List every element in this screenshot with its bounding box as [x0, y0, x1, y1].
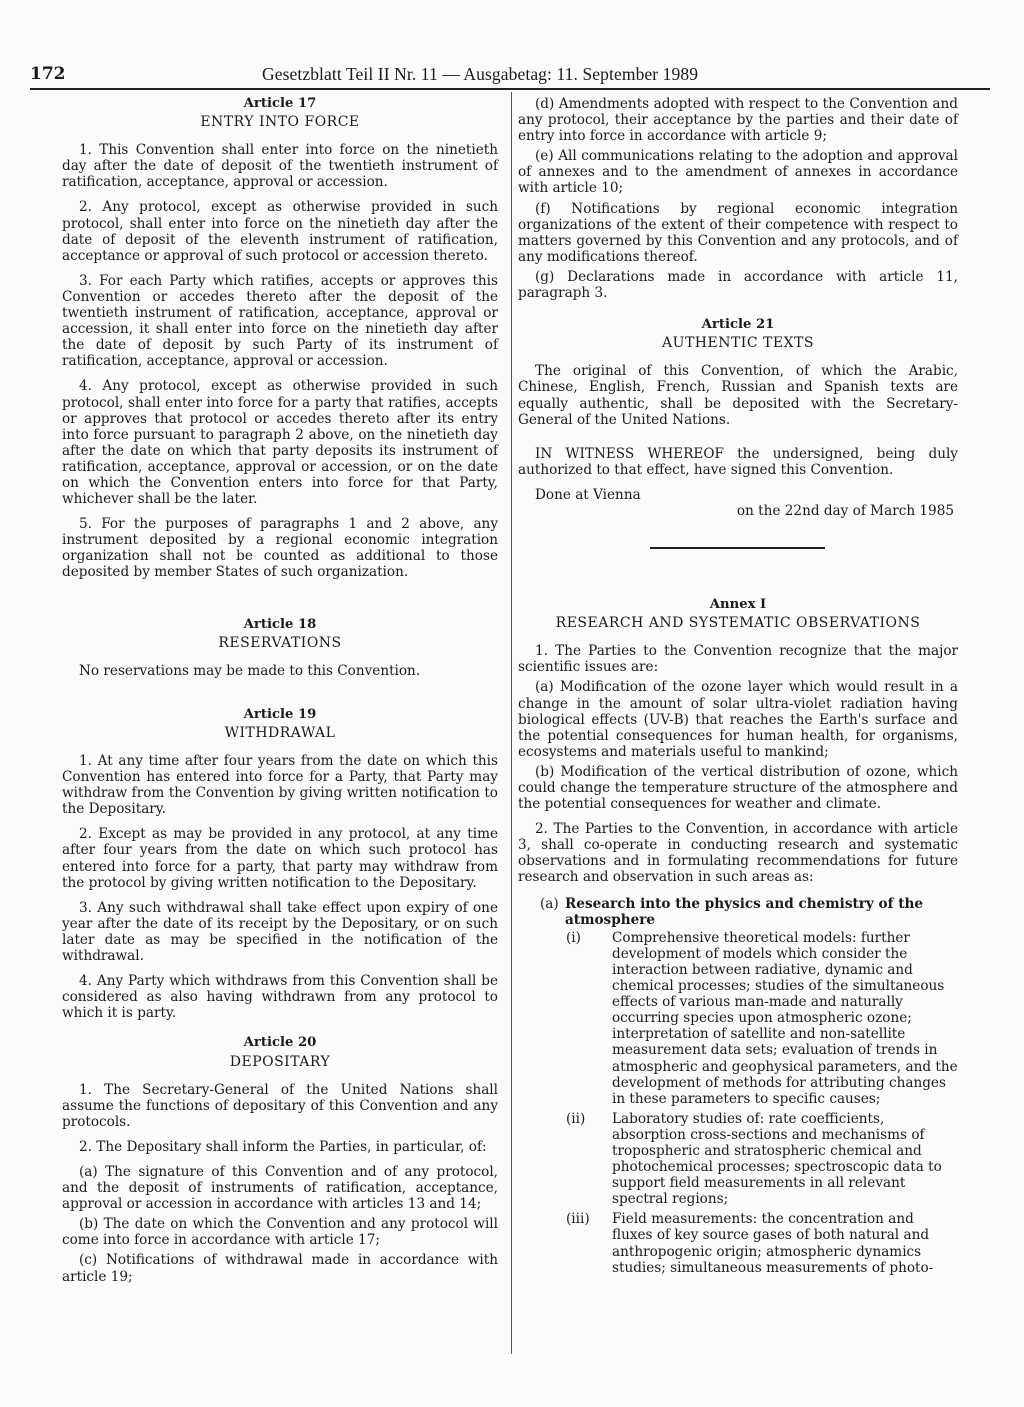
paragraph: (a) The signature of this Convention and of any protocol, and the deposit of instruments of ratification, acceptance, approval or accession in accordance with articles 13 and 14; — [62, 1163, 498, 1213]
article-21 — [518, 317, 958, 428]
signing-date: on the 22nd day of March 1985 — [736, 502, 954, 519]
article-title: Article 18 — [243, 616, 317, 632]
paragraph: (e) All communications relating to the adoption and approval of annexes and to the amendment of annexes in accordance with article 10; — [518, 148, 958, 197]
paragraph: (a) Modification of the ozone layer which would result in a change in the amount of solar ultra-violet radiation having biological effects (UV-B) that reaches the Earth's surface and the potential consequences for human health, for organisms, ecosystems and materials useful to mankind; — [518, 679, 958, 760]
paragraph: 1. The Secretary-General of the United Nations shall assume the functions of depositary of this Convention and any protocols. — [62, 1081, 498, 1130]
annex-subtitle: RESEARCH AND SYSTEMATIC OBSERVATIONS — [555, 615, 921, 632]
article-title: Article 21 — [701, 317, 775, 333]
section-separator — [650, 547, 825, 549]
article-subtitle: AUTHENTIC TEXTS — [662, 335, 814, 352]
paragraph: 3. For each Party which ratifies, accepts or approves this Convention or accedes thereto after the deposit of the twentieth instrument of ratification, acceptance, approval or accession, it shall enter into force on the ninetieth day after the date of deposit by such Party of its instrument of ratification, acceptance, approval or accession. — [62, 272, 498, 370]
paragraph: (g) Declarations made in accordance with article 11, paragraph 3. — [518, 268, 958, 302]
paragraph: 2. The Depositary shall inform the Parties, in particular, of: — [79, 1138, 487, 1155]
article-18 — [62, 617, 498, 679]
item-label: (a) — [540, 895, 559, 912]
paragraph: No reservations may be made to this Convention. — [79, 662, 421, 679]
signature-block — [518, 446, 958, 519]
sub-item-text: Laboratory studies of: rate coefficients, absorption cross-sections and mechanisms of tropospheric and stratospheric chemical and photochemical processes; spectroscopic data to support field measurements in all relevant spectral regions; — [612, 1110, 942, 1208]
header-rule — [30, 88, 990, 90]
paragraph: The original of this Convention, of which the Arabic, Chinese, English, French, Russian and Spanish texts are equally authentic, shall be deposited with the Secretary-General of the United Nations. — [518, 363, 958, 428]
article-title: Article 17 — [243, 96, 317, 111]
sub-item-text: Field measurements: the concentration and fluxes of key source gases of both natural and anthropogenic origin; atmospheric dynamics studies; simultaneous measurements of photo- — [612, 1211, 934, 1276]
annex-1 — [518, 597, 958, 1276]
column-divider — [511, 92, 512, 1354]
sub-item-text: Comprehensive theoretical models: further development of models which consider the interaction between radiative, dynamic and chemical processes; studies of the simultaneous effects of various man-made and naturally occurring species upon atmospheric ozone; interpretation of satellite and non-satellite measurement data sets; evaluation of trends in atmospheric and geophysical parameters, and the development of methods for attributing changes in these parameters to specific causes; — [612, 929, 958, 1107]
page-number: 172 — [30, 64, 66, 84]
item-heading: Research into the physics and chemistry of the atmosphere — [565, 895, 924, 928]
paragraph: 3. Any such withdrawal shall take effect upon expiry of one year after the date of its receipt by the Depositary, or on such later date as may be specified in the notification of the withdrawal. — [62, 899, 498, 965]
paragraph: 4. Any protocol, except as otherwise provided in such protocol, shall enter into force for a party that ratifies, accepts or approves that protocol or accedes thereto after its entry into force pursuant to paragraph 2 above, on the ninetieth day after the date on which that party deposits its instrument of ratification, acceptance, approval or accession, or on the date on which the Convention enters into force for that Party, whichever shall be the later. — [62, 378, 498, 508]
paragraph: (b) The date on which the Convention and any protocol will come into force in accordance with article 17; — [62, 1216, 498, 1249]
paragraph: 2. The Parties to the Convention, in accordance with article 3, shall co-operate in conducting research and systematic observations and in formulating recommendations for future research and observation in such areas as: — [518, 821, 958, 886]
paragraph: 5. For the purposes of paragraphs 1 and 2 above, any instrument deposited by a regional economic integration organization shall not be counted as additional to those deposited by member States of such organization. — [62, 516, 498, 581]
sub-item — [566, 1211, 958, 1275]
article-20-continued — [518, 96, 958, 301]
article-title: Article 20 — [243, 1035, 317, 1051]
paragraph: (d) Amendments adopted with respect to the Convention and any protocol, their acceptance by the parties and their date of entry into force in accordance with article 9; — [518, 96, 958, 145]
article-subtitle: RESERVATIONS — [218, 634, 342, 651]
article-subtitle: ENTRY INTO FORCE — [200, 114, 360, 131]
page-header — [0, 58, 1024, 88]
paragraph: (c) Notifications of withdrawal made in accordance with article 19; — [62, 1252, 498, 1285]
paragraph: 4. Any Party which withdraws from this Convention shall be considered as also having withdrawn from any protocol to which it is party. — [62, 973, 498, 1022]
article-19 — [62, 707, 498, 1022]
article-17 — [62, 96, 498, 581]
paragraph: 2. Except as may be provided in any protocol, at any time after four years from the date on which such protocol has entered into force for a party, that party may withdraw from the protocol by giving written notification to the Depositary. — [62, 826, 498, 891]
paragraph: (b) Modification of the vertical distribution of ozone, which could change the temperature structure of the atmosphere and the potential consequences for weather and climate. — [518, 763, 958, 813]
sub-item — [566, 1111, 958, 1208]
witness-clause: IN WITNESS WHEREOF the undersigned, being duly authorized to that effect, have signed this Convention. — [518, 445, 958, 478]
sub-item-label: (iii) — [566, 1211, 590, 1228]
sub-item-label: (i) — [566, 929, 581, 946]
gazette-title: Gesetzblatt Teil II Nr. 11 — Ausgabetag: 11. September 1989 — [262, 64, 699, 84]
paragraph: (f) Notifications by regional economic integration organizations of the extent of their competence with respect to matters governed by this Convention and any protocols, and of any modifications thereof. — [518, 200, 958, 265]
annex-title: Annex I — [709, 597, 767, 613]
paragraph: 2. Any protocol, except as otherwise provided in such protocol, shall enter into force on the ninetieth day after the date of deposit of the eleventh instrument of ratification, acceptance or approval of such protocol or accession thereto. — [62, 199, 498, 264]
article-20 — [62, 1035, 498, 1284]
sub-item — [566, 930, 958, 1107]
left-column — [62, 96, 498, 1294]
article-subtitle: WITHDRAWAL — [224, 724, 336, 741]
paragraph: 1. This Convention shall enter into force on the ninetieth day after the date of deposit of the twentieth instrument of ratification, acceptance, approval or accession. — [62, 142, 498, 191]
right-column — [518, 96, 958, 1280]
paragraph: 1. The Parties to the Convention recognize that the major scientific issues are: — [518, 643, 958, 676]
signing-place: Done at Vienna — [535, 486, 641, 503]
research-item-a — [518, 896, 958, 928]
sub-item-label: (ii) — [566, 1110, 586, 1127]
article-title: Article 19 — [243, 706, 317, 722]
article-subtitle: DEPOSITARY — [229, 1053, 331, 1070]
paragraph: 1. At any time after four years from the date on which this Convention has entered into force for a Party, that Party may withdraw from the Convention by giving written notification to the Depositary. — [62, 753, 498, 818]
